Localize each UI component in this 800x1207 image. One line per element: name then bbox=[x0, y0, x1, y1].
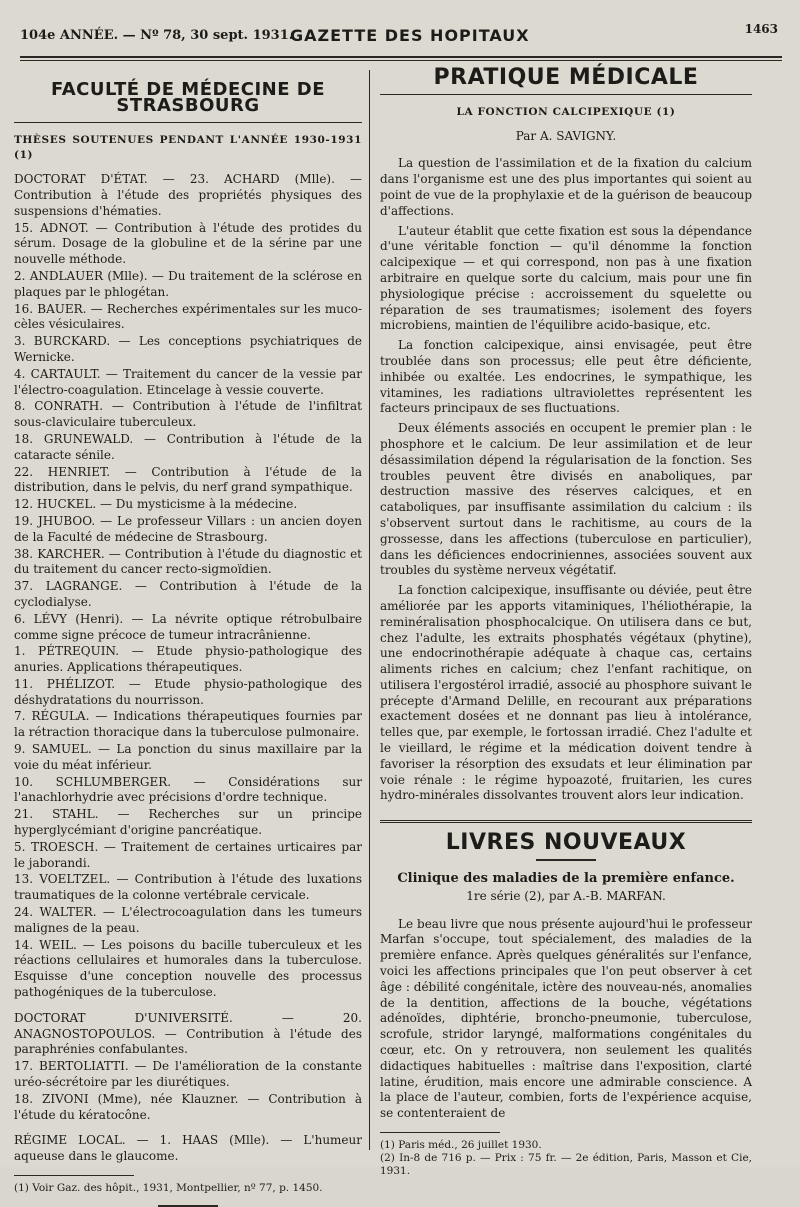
thesis-entry: 14. WEIL. — Les poisons du bacille tuberculeux et les réactions cellulaires et humorales dans la tuberculose. Esquisse d'une conception nouvelle des processus pathogéniques de la tuberculose. bbox=[14, 937, 362, 1000]
thesis-entry: 18. GRUNEWALD. — Contribution à l'étude de la cataracte sénile. bbox=[14, 431, 362, 462]
footnote-rule bbox=[380, 1132, 500, 1133]
thesis-entry: 15. ADNOT. — Contribution à l'étude des protides du sérum. Dosage de la globuline et de la sérine par une nouvelle méthode. bbox=[14, 220, 362, 267]
issue-info: 104e ANNÉE. — Nº 78, 30 sept. 1931. bbox=[20, 28, 294, 43]
section-separator bbox=[380, 820, 752, 823]
article-paragraph: L'auteur établit que cette fixation est sous la dépendance d'une véritable fonction — qu'il dénomme la fonction calcipexique — et qui correspond, non pas à une fixation arbitraire en quelque sorte du calcium, mais pour une fin physiologique précise : accroissement du squelette ou réparation de ses traumatismes; isolement des foyers microbiens, maintien de l'équilibre acido-basique, etc. bbox=[380, 223, 752, 333]
book-subtitle: 1re série (2), par A.-B. MARFAN. bbox=[466, 888, 666, 903]
article-paragraph: La fonction calcipexique, insuffisante ou déviée, peut être améliorée par les apports vitaminiques, l'héliothérapie, la reminéralisation phosphocalcique. On utilisera dans ce but, chez l'adulte, les extraits phosphatés végétaux (phytine), une endocrinothérapie adéquate à chaque cas, certains aliments riches en calcium; chez l'enfant rachitique, on utilisera l'ergostérol irradié, associé au phosphore suivant le précepte d'Armand Delille, en recourant aux préparations exactement dosées et ne donnant pas lieu à intolérance, telles que, par exemple, le fortossan irradié. Chez l'adulte et le vieillard, le régime et la médication doivent tendre à favoriser la résorption des exsudats et leur élimination par voie rénale : le régime hypoazoté, fruitarien, les cures hydro-minérales dissolvantes trouvent alors leur indication. bbox=[380, 583, 752, 803]
article-paragraph: La fonction calcipexique, ainsi envisagée, peut être troublée dans son processus; elle peut être déficiente, inhibée ou exaltée. Les endocrines, le sympathique, les vitamines, les radiations ultraviolettes représentent les facteurs principaux de ses fluctuations. bbox=[380, 338, 752, 416]
footnote: (1) Paris méd., 26 juillet 1930. bbox=[380, 1139, 542, 1152]
theses-subtitle: THÈSES SOUTENUES PENDANT L'ANNÉE 1930-1931 (1) bbox=[14, 133, 362, 162]
article-author: Par A. SAVIGNY. bbox=[515, 128, 617, 143]
section-rule bbox=[380, 94, 752, 95]
article-title: LA FONCTION CALCIPEXIQUE (1) bbox=[456, 105, 676, 118]
book-review-paragraph: Le beau livre que nous présente aujourd'hui le professeur Marfan s'occupe, tout spécialement, des maladies de la première enfance. Après quelques généralités sur l'enfance, voici les affections principales que l'on peut observer à cet âge : débilité congénitale, ictère des nouveau-nés, anomalies de la dentition, affections de la bouche, végétations adénoïdes, diphtérie, broncho-pneumonie, tuberculose, scrofule, stridor laryngé, malformations congénitales du cœur, etc. On y retrouvera, non seulement les qualités didactiques habituelles : maîtrise dans l'exposition, clarté latine, érudition, mais encore une admirable conscience. A la place de l'auteur, combien, forts de l'expérience acquise, se contenteraient de bbox=[380, 916, 752, 1121]
section-title-pratique: PRATIQUE MÉDICALE bbox=[433, 65, 699, 90]
thesis-entry: 19. JHUBOO. — Le professeur Villars : un ancien doyen de la Faculté de médecine de Strasbourg. bbox=[14, 513, 362, 544]
section-rule bbox=[14, 122, 362, 123]
thesis-entry: 7. RÉGULA. — Indications thérapeutiques fournies par la rétraction thoracique dans la tuberculose pulmonaire. bbox=[14, 709, 362, 740]
thesis-entry: 18. ZIVONI (Mme), née Klauzner. — Contribution à l'étude du kératocône. bbox=[14, 1091, 362, 1122]
thesis-entry: 9. SAMUEL. — La ponction du sinus maxillaire par la voie du méat inférieur. bbox=[14, 742, 362, 772]
left-column bbox=[14, 76, 362, 1207]
thesis-entry: DOCTORAT D'UNIVERSITÉ. — 20. ANAGNOSTOPOULOS. — Contribution à l'étude des paraphrénies confabulantes. bbox=[14, 1010, 362, 1057]
thesis-entry: 5. TROESCH. — Traitement de certaines urticaires par le jaborandi. bbox=[14, 839, 362, 870]
thesis-entry: 24. WALTER. — L'électrocoagulation dans les tumeurs malignes de la peau. bbox=[14, 905, 362, 935]
thesis-entry: 37. LAGRANGE. — Contribution à l'étude de la cyclodialyse. bbox=[14, 579, 362, 609]
doctorat-etat-list bbox=[14, 172, 362, 1001]
footnote-rule bbox=[14, 1175, 134, 1176]
book-title: Clinique des maladies de la première enfance. bbox=[397, 871, 735, 887]
running-header bbox=[20, 22, 780, 48]
article-paragraph: Deux éléments associés en occupent le premier plan : le phosphore et le calcium. De leur assimilation et de leur désassimilation dépend la régularisation de la fonction. Ses troubles peuvent être divisés en anaboliques, par destruction massive des réserves calciques, et en cataboliques, par insuffisante assimilation du calcium : ils s'observent surtout dans le rachitisme, au cours de la grossesse, dans les affections (tuberculose en particulier), dans les déficiences endocriniennes, associées souvent aux troubles du système nerveux végétatif. bbox=[380, 421, 752, 578]
thesis-entry: 13. VOELTZEL. — Contribution à l'étude des luxations traumatiques de la colonne vertébrale cervicale. bbox=[14, 872, 362, 903]
thesis-entry: 17. BERTOLIATTI. — De l'amélioration de la constante uréo-sécrétoire par les diurétiques. bbox=[14, 1059, 362, 1090]
thesis-entry: DOCTORAT D'ÉTAT. — 23. ACHARD (Mlle). — Contribution à l'étude des propriétés physiques des suspensions d'hématies. bbox=[14, 172, 362, 218]
doctorat-universite-list bbox=[14, 1011, 362, 1124]
section-title-livres: LIVRES NOUVEAUX bbox=[445, 830, 687, 856]
thesis-entry: 16. BAUER. — Recherches expérimentales sur les muco-cèles vésiculaires. bbox=[14, 301, 362, 332]
thesis-entry: 22. HENRIET. — Contribution à l'étude de la distribution, dans le pelvis, du nerf grand sympathique. bbox=[14, 464, 362, 495]
thesis-entry: 12. HUCKEL. — Du mysticisme à la médecine. bbox=[14, 497, 298, 512]
journal-title: GAZETTE DES HOPITAUX bbox=[290, 26, 530, 45]
thesis-entry: 6. LÉVY (Henri). — La névrite optique rétrobulbaire comme signe précoce de tumeur intracrânienne. bbox=[14, 611, 362, 642]
footnote: (1) Voir Gaz. des hôpit., 1931, Montpellier, nº 77, p. 1450. bbox=[14, 1182, 323, 1194]
footnote: (2) In-8 de 716 p. — Prix : 75 fr. — 2e édition, Paris, Masson et Cie, 1931. bbox=[380, 1152, 752, 1178]
section-rule bbox=[536, 859, 596, 861]
thesis-entry: 38. KARCHER. — Contribution à l'étude du diagnostic et du traitement du cancer recto-sigmoïdien. bbox=[14, 546, 362, 577]
section-title-faculte: FACULTÉ DE MÉDECINE DE STRASBOURG bbox=[50, 79, 326, 116]
thesis-entry: 11. PHÉLIZOT. — Etude physio-pathologique des déshydratations du nourrisson. bbox=[14, 676, 362, 707]
thesis-entry: 10. SCHLUMBERGER. — Considérations sur l'anachlorhydrie avec précisions d'ordre technique. bbox=[14, 774, 362, 805]
thesis-entry: 21. STAHL. — Recherches sur un principe hyperglycémiant d'origine pancréatique. bbox=[14, 807, 362, 838]
thesis-entry: 4. CARTAULT. — Traitement du cancer de la vessie par l'électro-coagulation. Etincelage à vessie couverte. bbox=[14, 366, 362, 397]
article-paragraph: La question de l'assimilation et de la fixation du calcium dans l'organisme est une des plus importantes qui soient au point de vue de la prophylaxie et de la guérison de beaucoup d'affections. bbox=[380, 156, 752, 218]
thesis-entry: 2. ANDLAUER (Mlle). — Du traitement de la sclérose en plaques par le phlogétan. bbox=[14, 268, 362, 299]
thesis-entry: 3. BURCKARD. — Les conceptions psychiatriques de Wernicke. bbox=[14, 334, 362, 364]
thesis-entry: 1. PÉTREQUIN. — Etude physio-pathologique des anuries. Applications thérapeutiques. bbox=[14, 644, 362, 675]
regime-local-entry: RÉGIME LOCAL. — 1. HAAS (Mlle). — L'humeur aqueuse dans le glaucome. bbox=[14, 1133, 362, 1164]
column-divider bbox=[369, 70, 370, 1150]
right-column bbox=[380, 64, 752, 1178]
thesis-entry: 8. CONRATH. — Contribution à l'étude de l'infiltrat sous-claviculaire tuberculeux. bbox=[14, 399, 362, 430]
page-number: 1463 bbox=[744, 22, 778, 36]
header-rule bbox=[20, 56, 782, 61]
